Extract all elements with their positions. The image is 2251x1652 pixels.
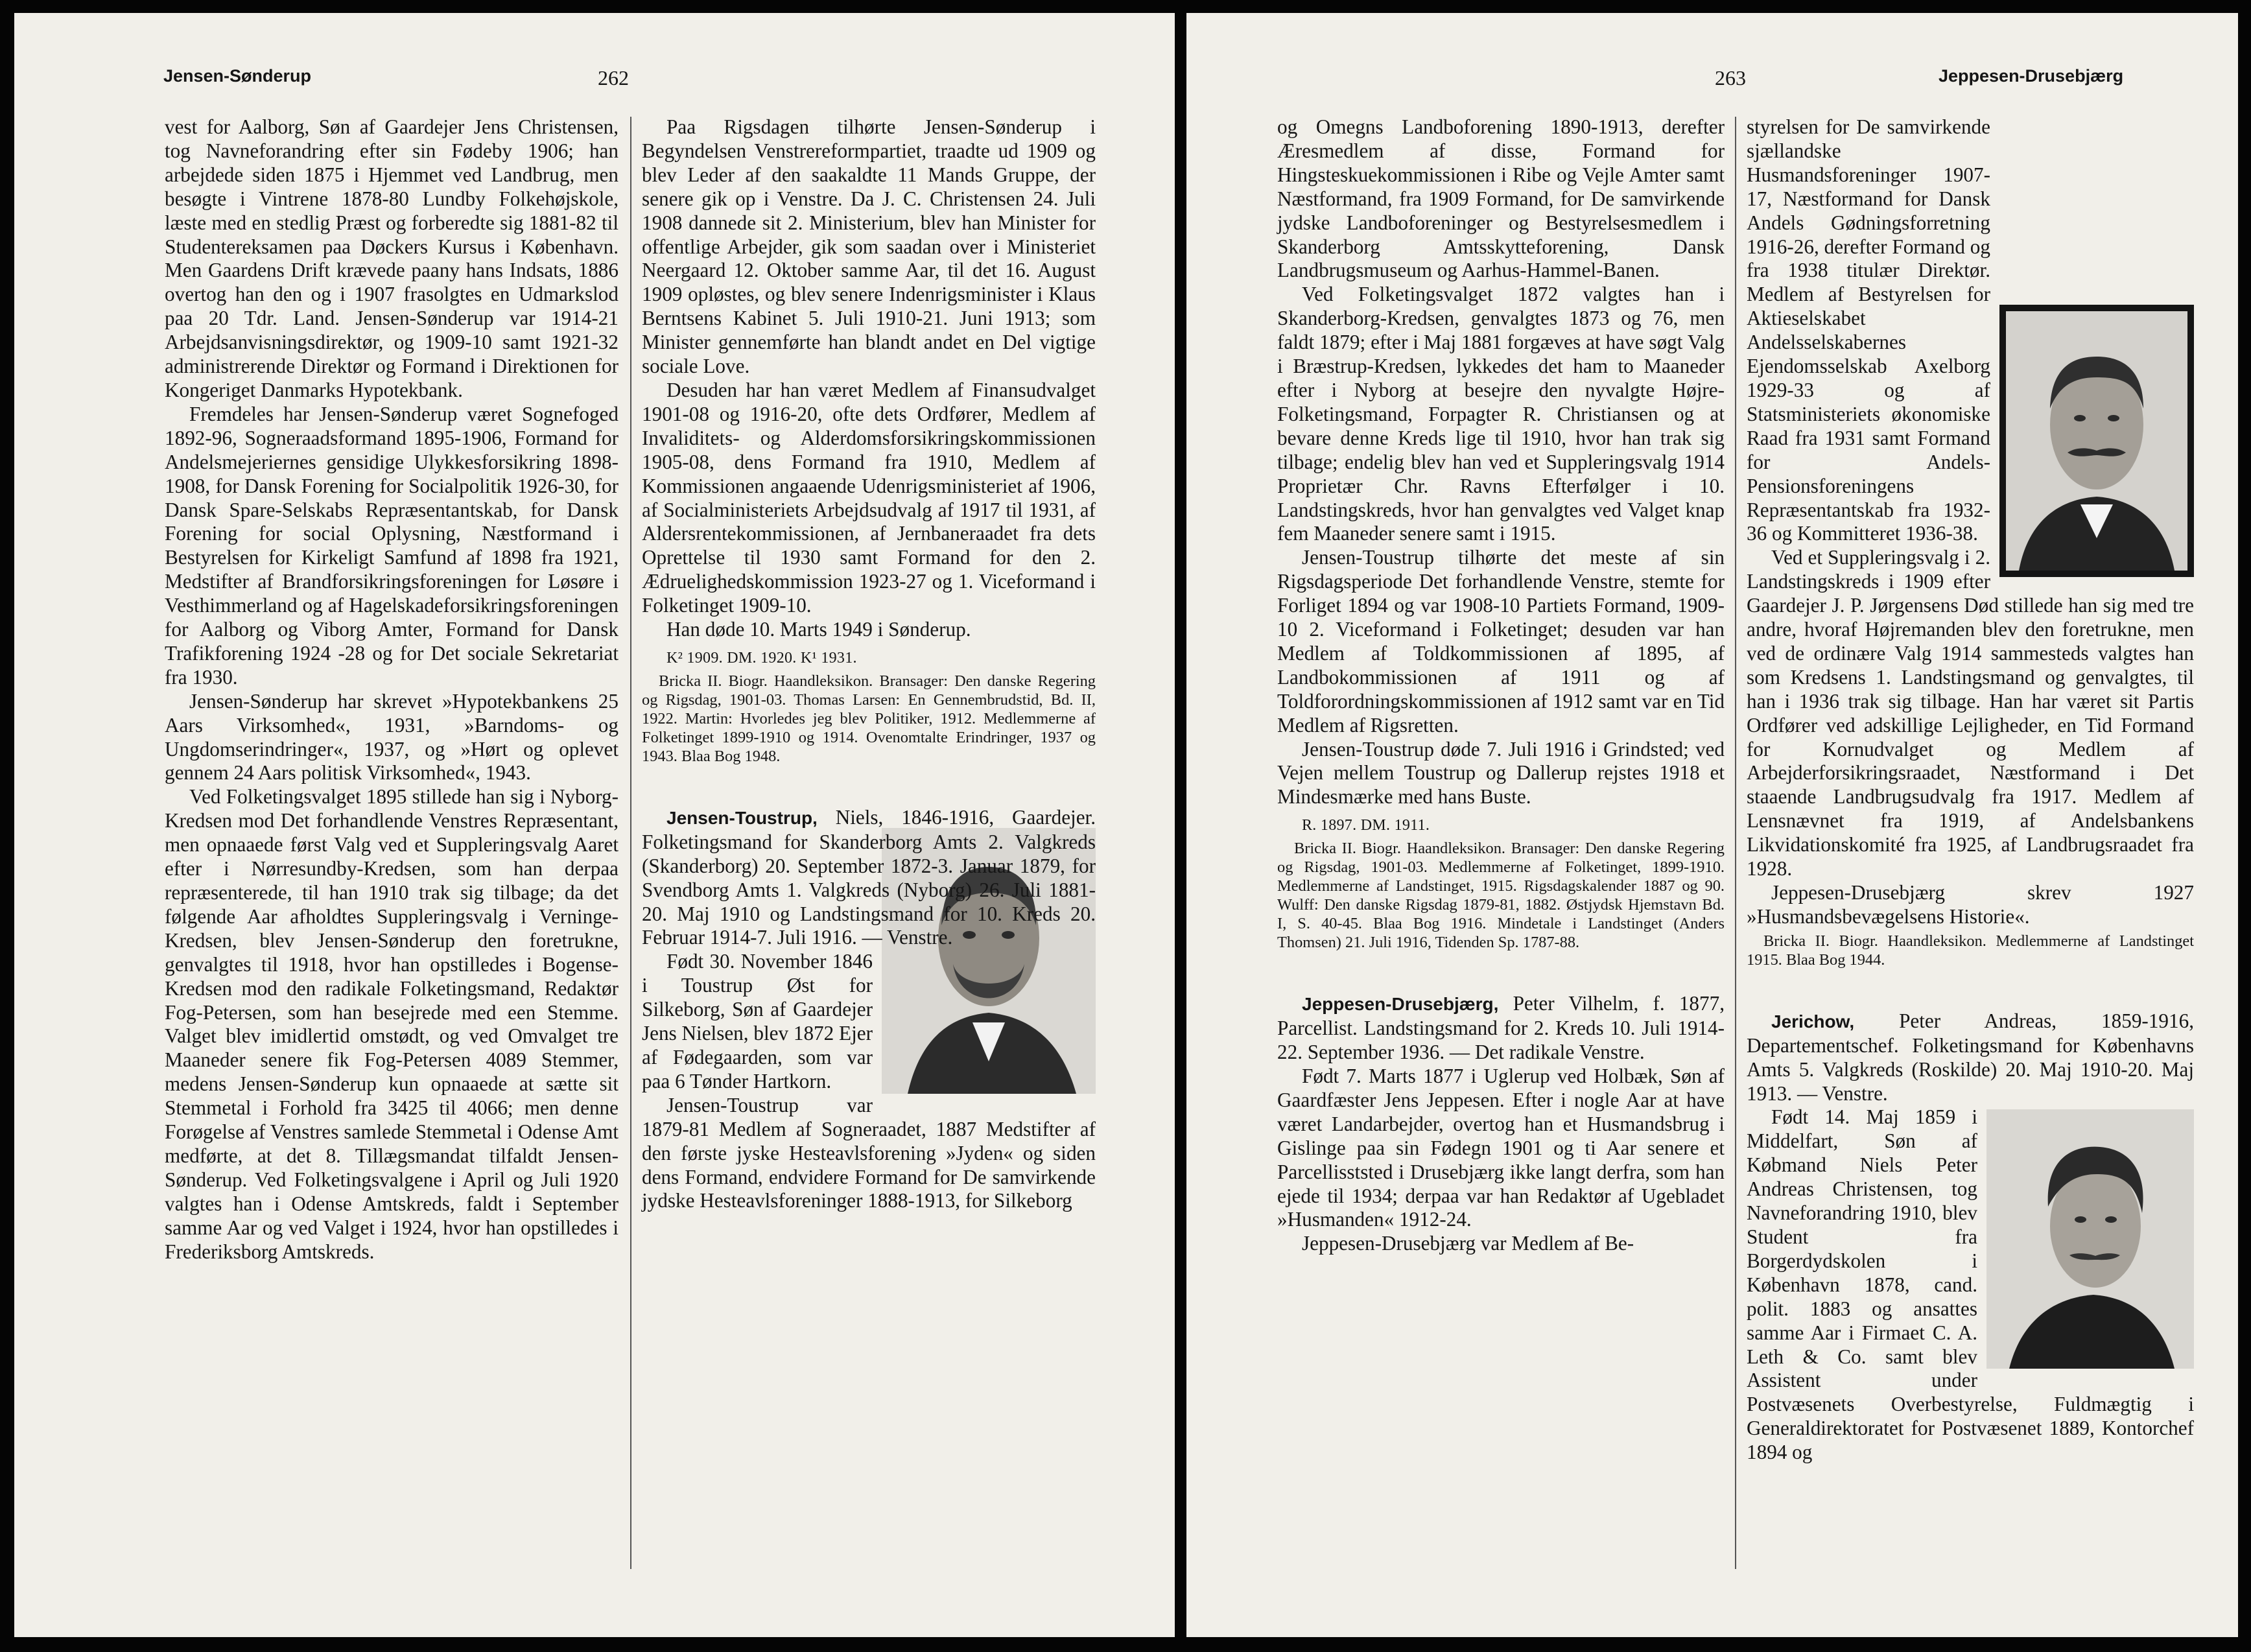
right-page — [1186, 13, 2238, 1637]
left-page — [14, 13, 1175, 1637]
entry-name: Jensen-Toustrup, — [666, 807, 818, 828]
paragraph: Født 14. Maj 1859 i Middelfart, Søn af Købmand Niels Peter Andreas Christensen, tog Navneforandring 1910, blev Student fra Borgerdydskolen i København 1878, cand. polit. 1883 og ansattes samme Aar i Firmaet C. A. Leth & Co. samt blev Assistent under Postvæsenets Overbestyrelse, Fuldmægtig i Generaldirektoratet for Postvæsenet 1889, Kontorchef 1894 og — [1747, 1105, 2194, 1464]
right-column-2 — [1747, 115, 2194, 1465]
entry-text: Peter Andreas, 1859-1916, Departementschef. Folketingsmand for Københavns Amts 5. Valgkreds (Roskilde) 20. Maj 1910-20. Maj 1913. — Venstre. — [1747, 1009, 2194, 1105]
paragraph: Jensen-Toustrup var 1879-81 Medlem af Sogneraadet, 1887 Medstifter af den første jyske Hesteavlsforening »Jyden« og siden dens Formand, endvidere Formand for De samvirkende jydske Hesteavlsforeninger 1888-1913, for Silkeborg — [642, 1093, 1096, 1212]
paragraph: og Omegns Landboforening 1890-1913, derefter Æresmedlem af disse, Formand for Hingsteskuekommissionen i Ribe og Vejle Amter samt Næstformand, fra 1909 Formand, for De samvirkende jydske Landboforeninger og Bestyrelsesmedlem i Skanderborg Amtsskytteforening, Dansk Landbrugsmuseum og Aarhus-Hammel-Banen. — [1277, 115, 1725, 282]
right-column-1 — [1277, 115, 1725, 1256]
paragraph: Født 30. November 1846 i Toustrup Øst for Silkeborg, Søn af Gaardejer Jens Nielsen, blev 1872 Ejer af Fødegaarden, som var paa 6 Tønder Hartkorn. — [642, 950, 873, 1092]
paragraph: Jensen-Toustrup tilhørte det meste af sin Rigsdagsperiode Det forhandlende Venstre, stemte for Forliget 1894 og var 1908-10 Partiets Formand, 1909-10 2. Viceformand i Folketinget; desuden var han Medlem af Toldkommissionen af 1895, af Landbokommissionen af 1911 og af Toldforordningskommissionen af 1912 samt var en Tid Medlem af Rigsretten. — [1277, 546, 1725, 737]
entry-header — [1277, 992, 1725, 1065]
left-column-2 — [642, 115, 1096, 1213]
paragraph: Ved Folketingsvalget 1895 stillede han sig i Nyborg-Kredsen mod Det forhandlende Venstres Repræsentant, men opnaaede først Valg ved et Suppleringsvalg Aaret efter i Nørresundby-Kredsen, som han derpaa repræsenterede, til han 1910 trak sig tilbage; da det følgende Aar afholdtes Suppleringsvalg i Verninge-Kredsen, blev Jensen-Sønderup den foretrukne, genvalgtes til 1918, hvor han opstilledes i Bogense-Kredsen mod den radikale Folketingsmand, Redaktør Fog-Petersen, som han besejrede med een Stemme. Valget blev imidlertid omstødt, og ved Omvalget tre Maaneder senere fik Fog-Petersen 4089 Stemmer, medens Jensen-Sønderup kun opnaaede at sætte sit Stemmetal i Forhold fra 3425 til 4066; men denne Forøgelse af Venstres samlede Stemmetal i Odense Amt medførte, at det 8. Tillægsmandat tilfaldt Jensen-Sønderup. Ved Folketingsvalgene i April og Juli 1920 valgtes han i Odense Amtskreds, faldt i September samme Aar og ved Valget i 1924, hvor han opstilledes i Frederiksborg Amtskreds. — [165, 785, 619, 1263]
paragraph: Ved et Suppleringsvalg i 2. Landstingskreds i 1909 efter Gaardejer J. P. Jørgensens Død stillede han sig med tre andre, hvoraf Højremanden blev den foretrukne, men ved de ordinære Valg 1914 sammesteds valgtes han som Kredsens 1. Landstingsmand og genvalgtes, til han i 1936 trak sig tilbage. Han har været sit Partis Ordfører ved adskillige Lejligheder, en Tid Formand for Kornudvalget og Medlem af Arbejderforsikringsraadet, Næstformand i Det staaende Landbrugsudvalg fra 1917. Medlem af Lensnævnet fra 1919, af Andelsbankens Likvidationskomité fra 1925, af Landbrugsraadet fra 1928. — [1747, 546, 2194, 880]
sources: Bricka II. Biogr. Haandleksikon. Bransager: Den danske Regering og Rigsdag, 1901-03. Medlemmerne af Folketinget, 1899-1910. Medlemmerne af Landstinget, 1915. Rigsdagskalender 1887 og 90. Wulff: Den danske Rigsdag 1879-81, 1882. Østjydsk Hjemstavn Bd. I, S. 40-45. Blaa Bog 1916. Mindetale i Landstinget (Anders Thomsen) 21. Juli 1916, Tidenden Sp. 1787-88. — [1277, 840, 1725, 952]
entry-text: Niels, 1846-1916, Gaardejer. Folketingsmand for Skanderborg Amts 2. Valgkreds (Skanderborg) 20. September 1872-3. Januar 1879, for Svendborg Amts 1. Valgkreds (Nyborg) 26. Juli 1881-20. Maj 1910 og Landstingsmand for 10. Kreds 20. Februar 1914-7. Juli 1916. — Venstre. — [642, 805, 1096, 949]
entry-header — [1747, 1009, 2194, 1106]
orders-line: K² 1909. DM. 1920. K¹ 1931. — [666, 649, 857, 667]
running-head: Jeppesen-Drusebjærg — [1939, 66, 2124, 86]
sources: Bricka II. Biogr. Haandleksikon. Medlemmerne af Landstinget 1915. Blaa Bog 1944. — [1747, 932, 2194, 969]
column-rule — [1735, 117, 1736, 1569]
page-number: 262 — [598, 66, 629, 89]
paragraph: Desuden har han været Medlem af Finansudvalget 1901-08 og 1916-20, ofte dets Ordfører, Medlem af Invaliditets- og Alderdomsforsikringskommissionen 1905-08, dens Formand fra 1910, Medlem af Kommissionen angaaende Udenrigsministeriet af 1906, af Socialministeriets Arbejdsudvalg af 1917 til 1931, af Aldersrentekommissionen, af Jernbaneraadet fra dets Oprettelse til 1930 samt Formand for den 2. Ædruelighedskommission 1923-27 og 1. Viceformand i Folketinget 1909-10. — [642, 378, 1096, 617]
paragraph: Ved Folketingsvalget 1872 valgtes han i Skanderborg-Kredsen, genvalgtes 1873 og 76, men faldt 1879; efter i Maj 1881 forgæves at have søgt Valg i Bræstrup-Kredsen, lykkedes det ham to Maaneder efter i Nyborg at besejre den nyvalgte Højre-Folketingsmand, Forpagter R. Christiansen og at bevare denne Kreds lige til 1910, hvor han trak sig tilbage; endelig blev han ved et Suppleringsvalg 1914 Proprietær Chr. Ravns Efterfølger i 10. Landstingskreds, hvor han genvalgtes ved Valget knap fem Maaneder senere samt i 1915. — [1277, 283, 1725, 545]
orders-line: R. 1897. DM. 1911. — [1302, 817, 1430, 834]
paragraph: Han døde 10. Marts 1949 i Sønderup. — [666, 618, 971, 641]
sources: Bricka II. Biogr. Haandleksikon. Bransager: Den danske Regering og Rigsdag, 1901-03. Thomas Larsen: En Gennembrudstid, Bd. II, 1922. Martin: Hvorledes jeg blev Politiker, 1912. Medlemmerne af Folketinget 1899-1910 og 1914. Ovenomtalte Erindringer, 1937 og 1943. Blaa Bog 1948. — [642, 672, 1096, 765]
paragraph: vest for Aalborg, Søn af Gaardejer Jens Christensen, tog Navneforandring efter sin Fødeby 1906; han arbejdede siden 1875 i Hjemmet ved Landbrug, men besøgte i Vintrene 1878-80 Lundby Folkehøjskole, læste med en stedlig Præst og forberedte sig 1881-82 til Studentereksamen paa Døckers Kursus i København. Men Gaardens Drift krævede paany hans Indsats, 1886 overtog han den og i 1907 frasolgtes en Udmarkslod paa 20 Tdr. Land. Jensen-Sønderup var 1914-21 Arbejdsanvisningsdirektør, og 1909-10 samt 1921-32 administrerende Direktør og Formand i Direktionen for Kongeriget Danmarks Hypotekbank. — [165, 115, 619, 401]
entry-name: Jerichow, — [1771, 1011, 1855, 1032]
page-number: 263 — [1715, 66, 1746, 89]
paragraph: Født 7. Marts 1877 i Uglerup ved Holbæk, Søn af Gaardfæster Jens Jeppesen. Efter i nogle Aar at have været Landarbejder, overtog han et Husmandsbrug i Gislinge paa sin Fødegn 1901 og ti Aar senere et Parcellisststed i Drusebjærg ikke langt derfra, som han ejede til 1934; derpaa var han Redaktør af Ugebladet »Husmanden« 1912-24. — [1277, 1065, 1725, 1231]
paragraph: Jensen-Toustrup døde 7. Juli 1916 i Grindsted; ved Vejen mellem Toustrup og Dallerup rejstes 1918 et Mindesmærke med hans Buste. — [1277, 737, 1725, 808]
paragraph: styrelsen for De samvirkende sjællandske Husmandsforeninger 1907-17, Næstformand for Dansk Andels Gødningsforretning 1916-26, derefter Formand og fra 1938 titulær Direktør. Medlem af Bestyrelsen for Aktieselskabet Andelsselskabernes Ejendomsselskab Axelborg 1929-33 og af Statsministeriets økonomiske Raad fra 1931 samt Formand for Andels-Pensionsforeningens Repræsentantskab fra 1932-36 og Kommitteret 1936-38. — [1747, 115, 1990, 545]
entry-text: Peter Vilhelm, f. 1877, Parcellist. Landstingsmand for 2. Kreds 10. Juli 1914-22. September 1936. — Det radikale Venstre. — [1277, 992, 1725, 1064]
paragraph: Jensen-Sønderup har skrevet »Hypotekbankens 25 Aars Virksomhed«, 1931, »Barndoms- og Ungdomserindringer«, 1937, og »Hørt og oplevet gennem 24 Aars politisk Virksomhed«, 1943. — [165, 689, 619, 785]
left-column-1 — [165, 115, 619, 1264]
paragraph: Fremdeles har Jensen-Sønderup været Sognefoged 1892-96, Sogneraadsformand 1895-1906, Formand for Andelsmejeriernes gensidige Ulykkesforsikring 1898-1908, for Dansk Forening for Socialpolitik 1926-30, for Dansk Spare-Selskabs Repræsentantskab, for Dansk Forening for social Oplysning, Næstformand i Bestyrelsen for Kirkeligt Samfund af 1898 fra 1921, Medstifter af Brandforsikringsforeningen for Løsøre i Vesthimmerland og af Hagelskadeforsikringsforeningen for Aalborg og Viborg Amter, Formand for Dansk Trafikforening 1924 -28 og for Det sociale Sekretariat fra 1930. — [165, 402, 619, 689]
column-rule — [630, 117, 631, 1569]
portrait-photo — [1986, 1109, 2194, 1369]
entry-name: Jeppesen-Drusebjærg, — [1302, 994, 1499, 1015]
paragraph: Jeppesen-Drusebjærg var Medlem af Be- — [1302, 1232, 1634, 1255]
paragraph: Paa Rigsdagen tilhørte Jensen-Sønderup i Begyndelsen Venstrereformpartiet, traadte ud 1909 og blev Leder af den saakaldte 11 Mands Gruppe, der senere gik op i Venstre. Da J. C. Christensen 24. Juli 1908 dannede sit 2. Ministerium, blev han Minister for offentlige Arbejder, gik som saadan over i Ministeriet Neergaard 12. Oktober samme Aar, til det 16. August 1909 opløstes, og blev senere Indenrigsminister i Klaus Berntsens Kabinet 5. Juli 1910-21. Juni 1913; som Minister gennemførte han blandt andet en Del vigtige sociale Love. — [642, 115, 1096, 378]
portrait-photo — [1999, 305, 2194, 577]
running-head: Jensen-Sønderup — [163, 66, 312, 86]
paragraph: Jeppesen-Drusebjærg skrev 1927 »Husmandsbevægelsens Historie«. — [1747, 881, 2194, 928]
